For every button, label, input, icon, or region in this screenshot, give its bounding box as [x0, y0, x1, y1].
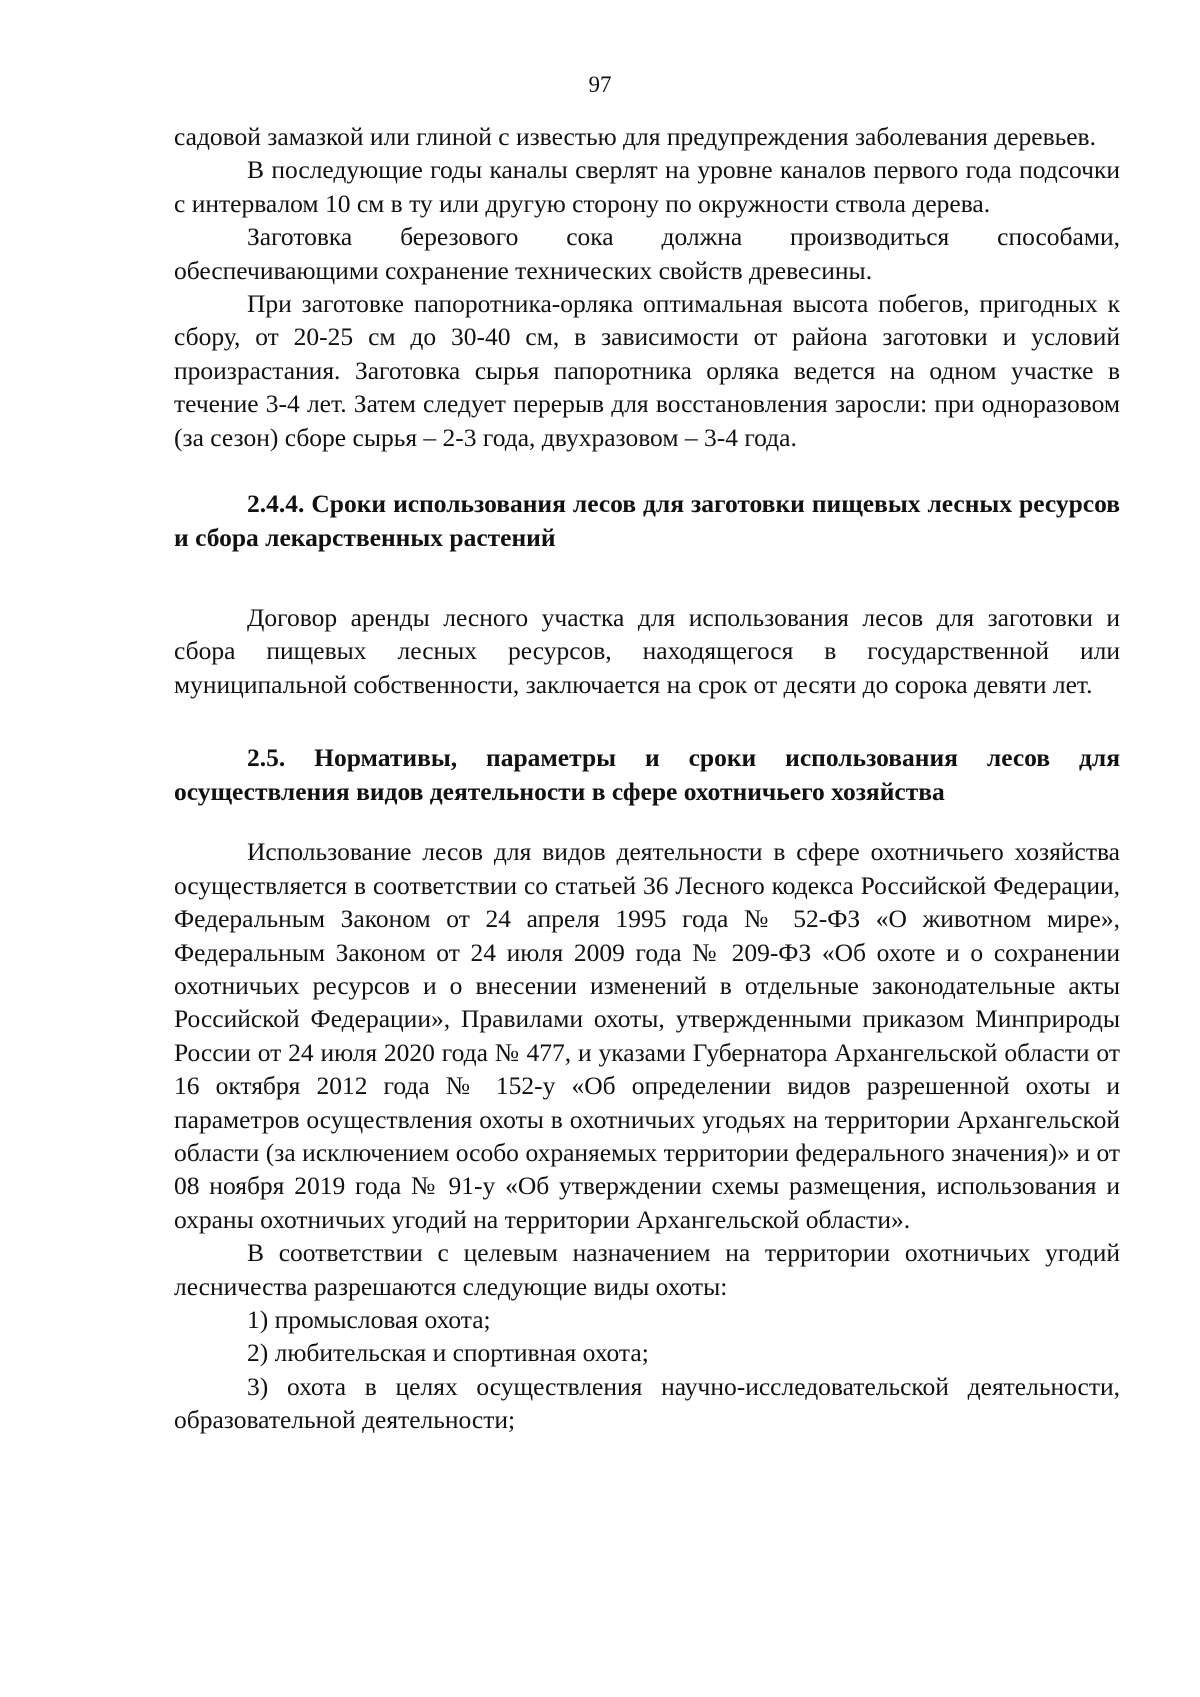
section-heading-2-4-4: 2.4.4. Сроки использования лесов для заготовки пищевых лесных ресурсов и сбора лекарственных растений	[174, 489, 1120, 553]
paragraph-continuation: садовой замазкой или глиной с известью для предупреждения заболевания деревьев.	[174, 122, 1096, 151]
list-item: 1) промысловая охота;	[247, 1304, 491, 1334]
paragraph-channels: В последующие годы каналы сверлят на уровне каналов первого года подсочки с интервалом 10 см в ту или другую сторону по окружности ствола дерева.	[174, 155, 1120, 218]
page-number: 97	[588, 72, 612, 97]
page-content	[174, 120, 1120, 1437]
paragraph-hunting-types-intro: В соответствии с целевым назначением на территории охотничьих угодий лесничества разрешаются следующие виды охоты:	[174, 1238, 1120, 1301]
paragraph-lease-term: Договор аренды лесного участка для использования лесов для заготовки и сбора пищевых лесных ресурсов, находящегося в государственной или муниципальной собственности, заключается на срок от десяти до сорока девяти лет.	[174, 603, 1120, 699]
paragraph-hunting-regulations: Использование лесов для видов деятельности в сфере охотничьего хозяйства осуществляется в соответствии со статьей 36 Лесного кодекса Российской Федерации, Федеральным Законом от 24 апреля 1995 года № 52-ФЗ «О животном мире», Федеральным Законом от 24 июля 2009 года № 209-ФЗ «Об охоте и о сохранении охотничьих ресурсов и о внесении изменений в отдельные законодательные акты Российской Федерации», Правилами охоты, утвержденными приказом Минприроды России от 24 июля 2020 года № 477, и указами Губернатора Архангельской области от 16 октября 2012 года № 152-у «Об определении видов разрешенной охоты и параметров осуществления охоты в охотничьих угодьях на территории Архангельской области (за исключением особо охраняемых территории федерального значения)» и от 08 ноября 2019 года № 91-у «Об утверждении схемы размещения, использования и охраны охотничьих угодий на территории Архангельской области».	[174, 837, 1120, 1234]
list-item: 3) охота в целях осуществления научно-исследовательской деятельности, образовательной деятельности;	[174, 1371, 1120, 1435]
paragraph-birch-sap: Заготовка березового сока должна производиться способами, обеспечивающими сохранение технических свойств древесины.	[174, 222, 1120, 285]
section-heading-2-5: 2.5. Нормативы, параметры и сроки использования лесов для осуществления видов деятельности в сфере охотничьего хозяйства	[174, 743, 1120, 807]
list-item: 2) любительская и спортивная охота;	[247, 1338, 649, 1368]
paragraph-bracken-fern: При заготовке папоротника-орляка оптимальная высота побегов, пригодных к сбору, от 20-25 см до 30-40 см, в зависимости от района заготовки и условий произрастания. Заготовка сырья папоротника орляка ведется на одном участке в течение 3-4 лет. Затем следует перерыв для восстановления заросли: при одноразовом (за сезон) сборе сырья – 2-3 года, двухразовом – 3-4 года.	[174, 289, 1120, 452]
